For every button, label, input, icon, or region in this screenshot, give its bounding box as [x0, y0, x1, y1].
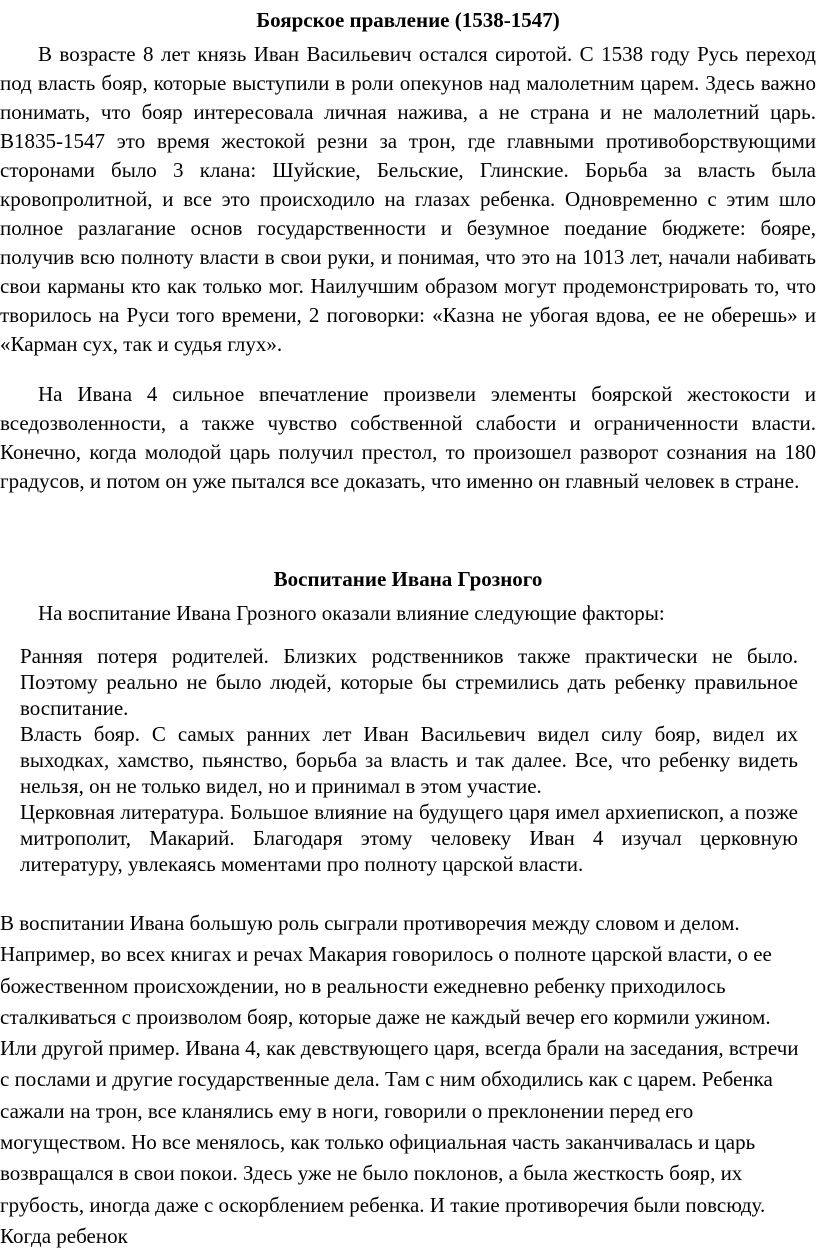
list-item: Власть бояр. С самых ранних лет Иван Васильевич видел силу бояр, видел их выходках, хамство, пьянство, борьба за власть и так далее. Все, что ребенку видеть нельзя, он не только видел, но и принимал в этом участие.	[20, 722, 798, 798]
section-title-boyar-rule: Боярское правление (1538-1547)	[256, 8, 560, 32]
list-item: Церковная литература. Большое влияние на будущего царя имел архиепископ, а позже митрополит, Макарий. Благодаря этому человеку Иван 4 изучал церковную литературу, увлекаясь моментами про полноту царской власти.	[20, 800, 798, 876]
section-title-upbringing: Воспитание Ивана Грозного	[273, 567, 543, 591]
paragraph-boyar-rule-2: На Ивана 4 сильное впечатление произвели элементы боярской жестокости и вседозволенности, а также чувство собственной слабости и ограниченности власти. Конечно, когда молодой царь получил престол, то произошел разворот сознания на 180 градусов, и потом он уже пытался все доказать, что именно он главный человек в стране.	[0, 382, 816, 493]
paragraph-boyar-rule-1: В возрасте 8 лет князь Иван Васильевич остался сиротой. С 1538 году Русь переход под власть бояр, которые выступили в роли опекунов над малолетним царем. Здесь важно понимать, что бояр интересовала личная нажива, а не страна и не малолетний царь. В1835-1547 это время жестокой резни за трон, где главными противоборствующими сторонами было 3 клана: Шуйские, Бельские, Глинские. Борьба за власть была кровопролитной, и все это происходило на глазах ребенка. Одновременно с этим шло полное разлагание основ государственности и безумное поедание бюджете: бояре, получив всю полноту власти в свои руки, и понимая, что это на 1013 лет, начали набивать свои карманы кто как только мог. Наилучшим образом могут продемонстрировать то, что творилось на Руси того времени, 2 поговорки: «Казна не убогая вдова, ее не оберешь» и «Карман сух, так и судья глух».	[0, 42, 816, 356]
factors-list	[20, 643, 798, 877]
list-item: Ранняя потеря родителей. Близких родственников также практически не было. Поэтому реально не было людей, которые бы стремились дать ребенку правильное воспитание.	[20, 644, 798, 720]
paragraph-upbringing-intro: На воспитание Ивана Грозного оказали влияние следующие факторы:	[38, 601, 665, 625]
paragraph-upbringing-closing: В воспитании Ивана большую роль сыграли противоречия между словом и делом. Например, во всех книгах и речах Макария говорилось о полноте царской власти, о ее божественном происхождении, но в реальности ежедневно ребенку приходилось сталкиваться с произволом бояр, которые даже не каждый вечер его кормили ужином. Или другой пример. Ивана 4, как девствующего царя, всегда брали на заседания, встречи с послами и другие государственные дела. Там с ним обходились как с царем. Ребенка сажали на трон, все кланялись ему в ноги, говорили о преклонении перед его могуществом. Но все менялось, как только официальная часть заканчивалась и царь возвращался в свои покои. Здесь уже не было поклонов, а была жесткость бояр, их грубость, иногда даже с оскорблением ребенка. И такие противоречия были повсюду. Когда ребенок	[0, 911, 799, 1248]
